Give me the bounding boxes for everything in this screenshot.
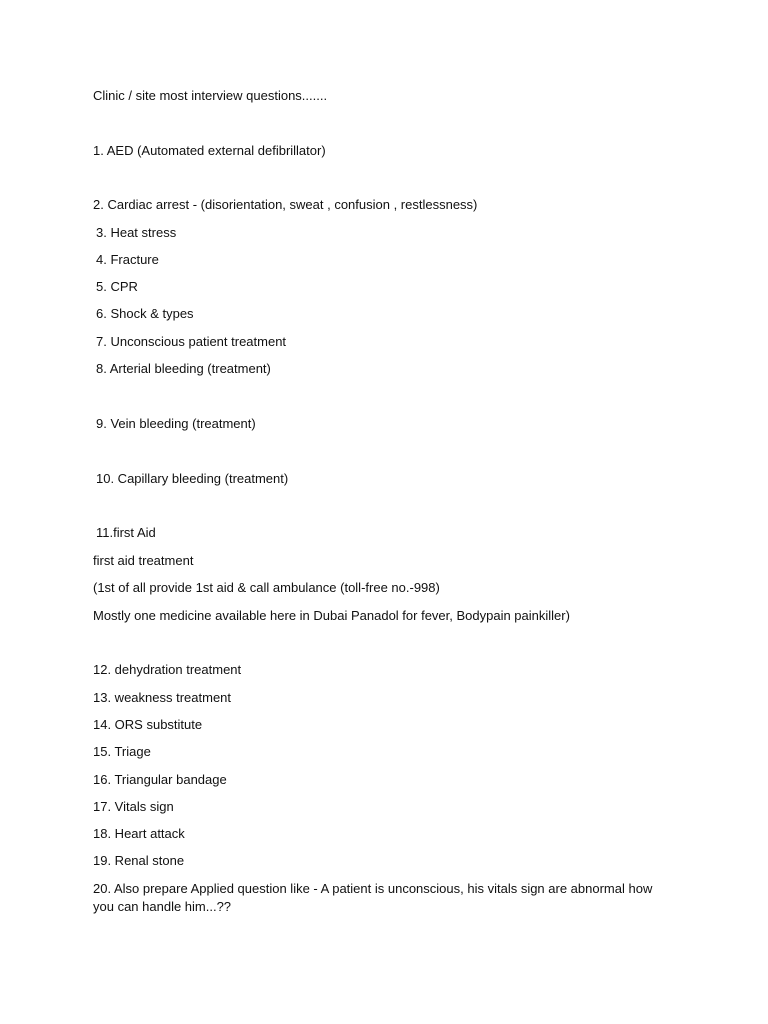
list-item: 2. Cardiac arrest - (disorientation, sweat , confusion , restlessness): [93, 197, 478, 212]
list-item: 7. Unconscious patient treatment: [96, 334, 287, 349]
list-item: 19. Renal stone: [93, 853, 185, 868]
list-item: first aid treatment: [93, 553, 194, 568]
list-item: 20. Also prepare Applied question like - A patient is unconscious, his vitals sign are abnormal how you can handle him...??: [93, 881, 653, 914]
list-item: (1st of all provide 1st aid & call ambulance (toll-free no.-998): [93, 580, 440, 595]
list-item: 10. Capillary bleeding (treatment): [96, 471, 289, 486]
list-item: 12. dehydration treatment: [93, 662, 242, 677]
list-item: 9. Vein bleeding (treatment): [96, 416, 256, 431]
list-item: 11.first Aid: [96, 525, 156, 540]
list-item: 3. Heat stress: [96, 225, 177, 240]
list-item: 1. AED (Automated external defibrillator): [93, 143, 326, 158]
list-item: 16. Triangular bandage: [93, 772, 227, 787]
list-item: 4. Fracture: [96, 252, 159, 267]
list-item: 18. Heart attack: [93, 826, 185, 841]
list-item: 15. Triage: [93, 744, 151, 759]
list-item: Mostly one medicine available here in Dubai Panadol for fever, Bodypain painkiller): [93, 608, 570, 623]
list-item: 14. ORS substitute: [93, 717, 203, 732]
list-item: 8. Arterial bleeding (treatment): [96, 361, 271, 376]
list-item: 17. Vitals sign: [93, 799, 174, 814]
document-title: Clinic / site most interview questions.......: [93, 88, 328, 103]
list-item: 13. weakness treatment: [93, 690, 232, 705]
list-item: 5. CPR: [96, 279, 138, 294]
list-item: 6. Shock & types: [96, 306, 194, 321]
